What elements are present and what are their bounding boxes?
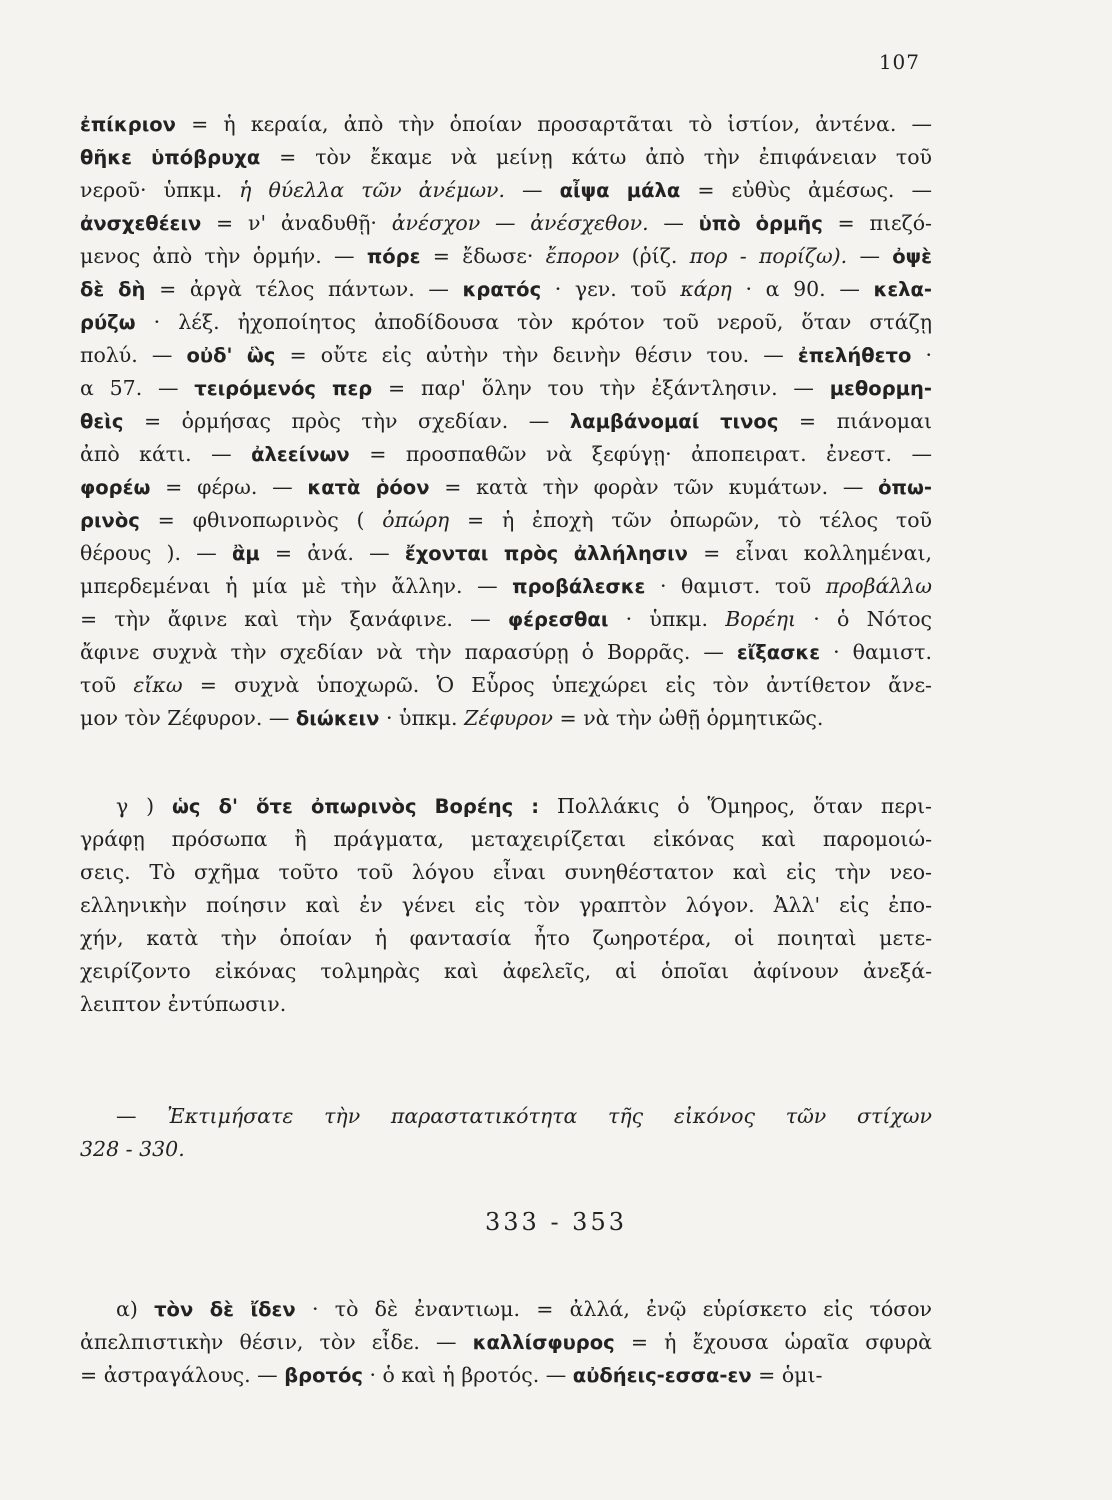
gloss-text: = ὁμι- (751, 1363, 823, 1387)
lemma: ἀνσχεθέειν (80, 212, 202, 235)
gloss-text: χειρίζοντο εἰκόνας τολμηρὰς καὶ ἀφελεῖς, αἱ ὁποῖαι ἀφίνουν ἀνεξά- (80, 959, 932, 983)
lemma: θῆκε ὑπόβρυχα (80, 146, 261, 169)
lemma: μεθορμη- (829, 377, 932, 400)
italic-text: πορ - πορίζω). (689, 244, 848, 268)
gloss-text: Πολλάκις ὁ Ὅμηρος, ὅταν περι- (539, 794, 932, 818)
text-line (80, 570, 932, 603)
text-line (80, 108, 932, 141)
italic-text: Ἐκτιμήσατε τὴν παραστατικότητα τῆς εἰκόνος τῶν στίχων (167, 1104, 932, 1128)
gloss-text: μενος ἀπὸ τὴν ὁρμήν. — (80, 244, 367, 268)
gloss-text: = εὐθὺς ἀμέσως. — (680, 178, 932, 202)
lemma: λαμβάνομαί τινος (569, 410, 779, 433)
text-line (80, 306, 932, 339)
lemma: φέρεσθαι (507, 608, 609, 631)
gloss-text: ἀπὸ κάτι. — (80, 442, 252, 466)
gloss-text: — (648, 211, 699, 235)
italic-text: Ζέφυρον (464, 706, 554, 730)
lemma: θεὶς (80, 410, 124, 433)
gloss-text: γ ) (116, 794, 172, 818)
gloss-text: ελληνικὴν ποίησιν καὶ ἐν γένει εἰς τὸν γραπτὸν λόγον. Ἀλλ' εἰς ἐπο- (80, 893, 932, 917)
lemma: ἀλεείνων (251, 443, 350, 466)
text-line (80, 174, 932, 207)
gloss-text: = ἀνά. — (259, 541, 405, 565)
gloss-text: · (911, 343, 932, 367)
gloss-text: = ἡ ἐποχὴ τῶν ὀπωρῶν, τὸ τέλος τοῦ (449, 508, 932, 532)
gloss-text: = παρ' ὅλην του τὴν ἐξάντλησιν. — (372, 376, 830, 400)
gloss-text: = τὸν ἔκαμε νὰ μείνῃ κάτω ἀπὸ τὴν ἐπιφάνειαν τοῦ (260, 145, 932, 169)
lemma: αἶψα μάλα (559, 179, 681, 202)
lemma: δὲ δὴ (80, 278, 146, 301)
gloss-text: νεροῦ· ὑπκμ. (80, 178, 240, 202)
text-line (80, 1359, 932, 1392)
lemma: οὐδ' ὣς (186, 344, 276, 367)
gloss-text: · γεν. τοῦ (541, 277, 681, 301)
gloss-text: · θαμιστ. τοῦ (645, 574, 826, 598)
gloss-text: = ἡ κεραία, ἀπὸ τὴν ὁποίαν προσαρτᾶται τὸ ἱστίον, ἀντένα. — (175, 112, 932, 136)
italic-text: Βορέηι (725, 607, 797, 631)
gloss-text: = πιάνομαι (778, 409, 932, 433)
gloss-text: πολύ. — (80, 343, 187, 367)
gloss-text: · ὁ καὶ ἡ βροτός. — (362, 1363, 573, 1387)
text-line (80, 988, 932, 1021)
text-line (80, 1100, 932, 1133)
gloss-text: α) (116, 1297, 155, 1321)
lemma: ὀψὲ (892, 245, 932, 268)
gloss-text: = ἀστραγάλους. — (80, 1363, 285, 1387)
lemma: κελα- (873, 278, 933, 301)
text-line (80, 240, 932, 273)
gloss-text: = ἀργὰ τέλος πάντων. — (145, 277, 463, 301)
commentary-section-333-353 (80, 1293, 932, 1392)
text-line (80, 790, 932, 823)
text-line (80, 471, 932, 504)
exercise-prompt (80, 1100, 932, 1166)
text-line (80, 823, 932, 856)
gloss-text: = ἔδωσε· (420, 244, 546, 268)
text-line (80, 1293, 932, 1326)
text-line (80, 1326, 932, 1359)
italic-text: ἔπορον (545, 244, 620, 268)
italic-text: κάρη (680, 277, 732, 301)
italic-text: ὀπώρη (382, 508, 450, 532)
italic-text: ἀνέσχον — ἀνέσχεθον. (391, 211, 649, 235)
text-line (80, 603, 932, 636)
lemma: κατὰ ῥόον (307, 476, 430, 499)
gloss-text: = κατὰ τὴν φορὰν τῶν κυμάτων. — (429, 475, 879, 499)
gloss-text: · ὑπκμ. (608, 607, 726, 631)
gloss-text: · λέξ. ἠχοποίητος ἀποδίδουσα τὸν κρότον τοῦ νεροῦ, ὅταν στάζῃ (135, 310, 932, 334)
italic-text: ἡ θύελλα τῶν ἀνέμων. (239, 178, 506, 202)
lemma: αὐδήεις-εσσα-εν (572, 1364, 752, 1387)
italic-text: εἴκω (133, 673, 183, 697)
gloss-text: · ὁ Νότος (796, 607, 933, 631)
gloss-text: = νὰ τὴν ὠθῇ ὁρμητικῶς. (553, 706, 824, 730)
text-line (80, 438, 932, 471)
text-line (80, 856, 932, 889)
text-line (80, 702, 932, 735)
lemma: κρατός (462, 278, 542, 301)
text-line (80, 1133, 932, 1166)
text-line (80, 889, 932, 922)
lemma: διώκειν (295, 707, 380, 730)
lemma: τὸν δὲ ἴδεν (154, 1298, 296, 1321)
gloss-text: = τὴν ἄφινε καὶ τὴν ξανάφινε. — (80, 607, 508, 631)
italic-text: 328 - 330. (80, 1137, 185, 1161)
text-line (80, 537, 932, 570)
gloss-text: ἄφινε συχνὰ τὴν σχεδίαν νὰ τὴν παρασύρῃ ὁ Βορρᾶς. — (80, 640, 737, 664)
gloss-text: γράφῃ πρόσωπα ἢ πράγματα, μεταχειρίζεται εἰκόνας καὶ παρομοιώ- (80, 827, 932, 851)
page-number: 107 (878, 50, 920, 74)
gloss-text: = οὔτε εἰς αὐτὴν τὴν δεινὴν θέσιν του. — (275, 343, 798, 367)
lemma: πόρε (366, 245, 421, 268)
text-line (80, 636, 932, 669)
gloss-text: α 57. — (80, 376, 195, 400)
gloss-text: = εἶναι κολλημέναι, (687, 541, 932, 565)
lemma: ἐπελήθετο (797, 344, 912, 367)
lemma: τειρόμενός περ (194, 377, 373, 400)
text-line (80, 922, 932, 955)
gloss-text: = ἡ ἔχουσα ὡραῖα σφυρὰ (614, 1330, 932, 1354)
text-line (80, 141, 932, 174)
lemma: εἴξασκε (736, 641, 821, 664)
text-line (80, 405, 932, 438)
gloss-text: = πιεζό- (822, 211, 932, 235)
section-heading: 333 - 353 (485, 1208, 627, 1236)
gloss-text: μον τὸν Ζέφυρον. — (80, 706, 296, 730)
gloss-text: λειπτον ἐντύπωσιν. (80, 992, 287, 1016)
italic-text: προβάλλω (825, 574, 932, 598)
lemma: ἔχονται πρὸς ἀλλήλησιν (404, 542, 688, 565)
lemma: προβάλεσκε (512, 575, 646, 598)
gloss-text: — (847, 244, 893, 268)
gloss-text: ἀπελπιστικὴν θέσιν, τὸν εἶδε. — (80, 1330, 473, 1354)
gloss-text: μπερδεμέναι ἡ μία μὲ τὴν ἄλλην. — (80, 574, 513, 598)
text-line (80, 339, 932, 372)
lemma: ρινὸς (80, 509, 140, 532)
lemma: ρύζω (80, 311, 136, 334)
lemma: ὑπὸ ὁρμῆς (698, 212, 823, 235)
lemma: ὡς δ' ὅτε ὀπωρινὸς Βορέης : (171, 795, 540, 818)
gloss-text: = προσπαθῶν νὰ ξεφύγῃ· ἀποπειρατ. ἐνεστ. — (349, 442, 932, 466)
commentary-verses-block (80, 108, 932, 735)
text-line (80, 669, 932, 702)
gloss-text: τοῦ (80, 673, 134, 697)
text-line (80, 504, 932, 537)
gloss-text: — (505, 178, 560, 202)
gloss-text: · τὸ δὲ ἐναντιωμ. = ἀλλά, ἐνῷ εὑρίσκετο εἰς τόσον (295, 1297, 932, 1321)
text-line (80, 207, 932, 240)
gloss-text: · θαμιστ. (820, 640, 932, 664)
lemma: καλλίσφυρος (472, 1331, 615, 1354)
lemma: βροτός (284, 1364, 363, 1387)
gloss-text: χήν, κατὰ τὴν ὁποίαν ἡ φαντασία ἦτο ζωηροτέρα, οἱ ποιηταὶ μετε- (80, 926, 932, 950)
text-line (80, 955, 932, 988)
gloss-text: = φέρω. — (150, 475, 308, 499)
lemma: φορέω (80, 476, 151, 499)
gloss-text: = ὁρμήσας πρὸς τὴν σχεδίαν. — (123, 409, 570, 433)
gloss-text: (ῥίζ. (619, 244, 690, 268)
lemma: ὀπω- (878, 476, 932, 499)
gloss-text: θέρους ). — (80, 541, 232, 565)
gloss-text: = ν' ἀναδυθῇ· (201, 211, 392, 235)
gloss-text: · ὑπκμ. (379, 706, 465, 730)
commentary-simile-note (80, 790, 932, 1021)
gloss-text: σεις. Τὸ σχῆμα τοῦτο τοῦ λόγου εἶναι συνηθέστατον καὶ εἰς τὴν νεο- (80, 860, 932, 884)
lemma: ἂμ (231, 542, 260, 565)
gloss-text: — (116, 1104, 168, 1128)
lemma: ἐπίκριον (80, 113, 176, 136)
text-line (80, 273, 932, 306)
gloss-text: · α 90. — (731, 277, 874, 301)
gloss-text: = συχνὰ ὑποχωρῶ. Ὁ Εὗρος ὑπεχώρει εἰς τὸν ἀντίθετον ἄνε- (182, 673, 932, 697)
gloss-text: = φθινοπωρινὸς ( (139, 508, 383, 532)
text-line (80, 372, 932, 405)
